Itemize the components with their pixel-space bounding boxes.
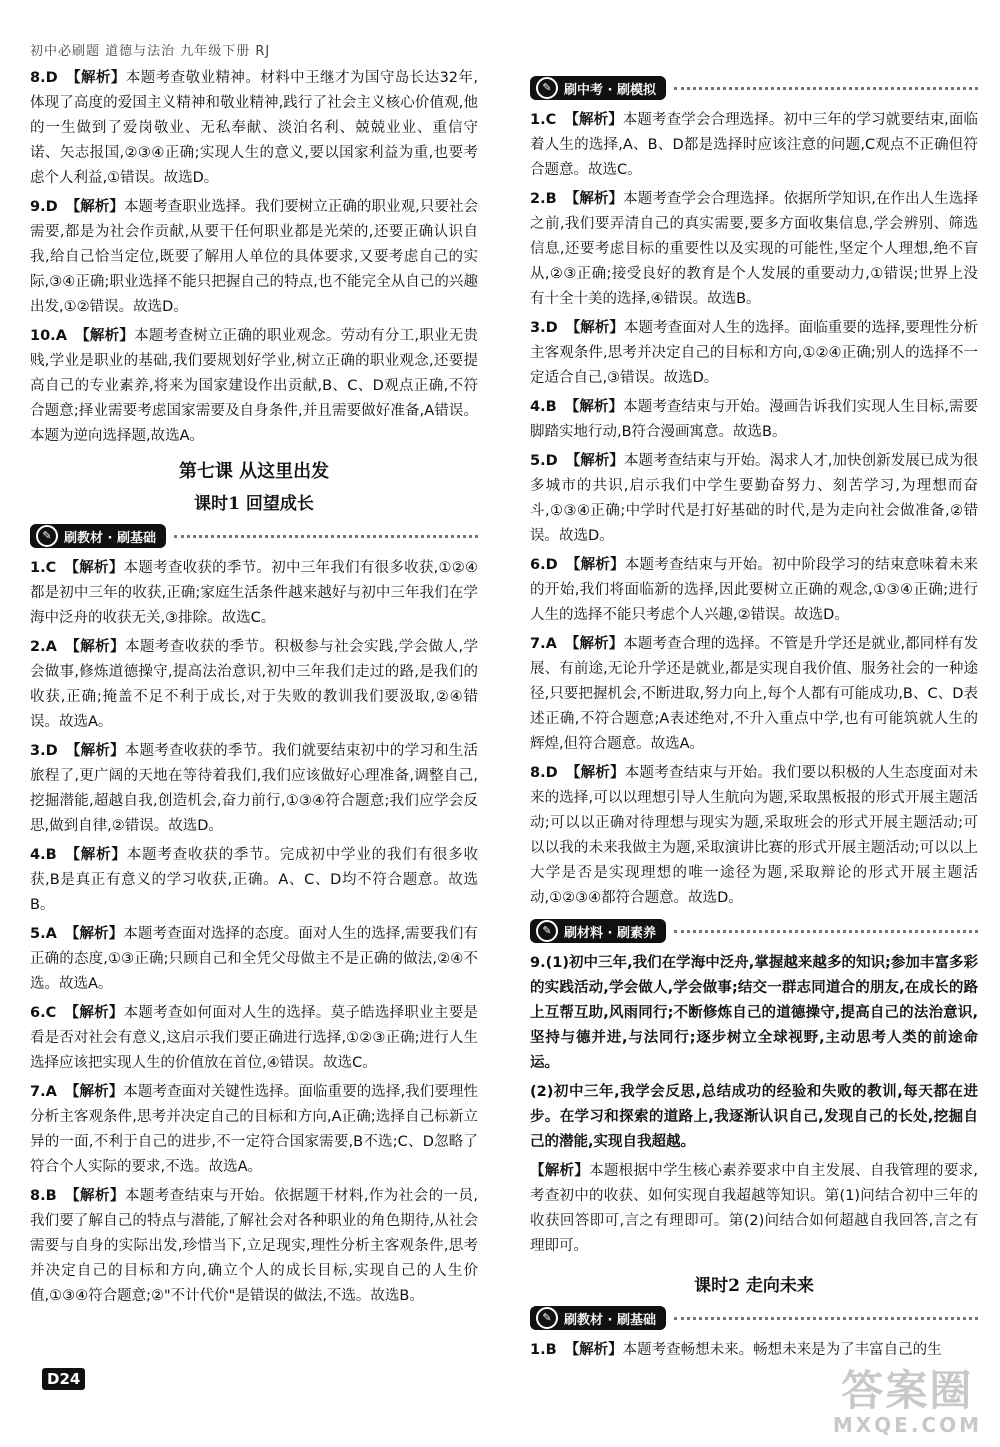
banner-label: 刷材料 · 刷素养 xyxy=(564,925,656,941)
watermark-line-1: 答案圈 xyxy=(841,1366,974,1415)
item-number: 6. xyxy=(30,1005,46,1021)
item-number: 7. xyxy=(530,636,546,652)
item-answer: D xyxy=(45,70,58,86)
analysis-tag: 【解析】 xyxy=(64,560,124,576)
analysis-tag: 【解析】 xyxy=(64,1005,124,1021)
analysis-text: 本题考查畅想未来。畅想未来是为了丰富自己的生 xyxy=(622,1342,942,1358)
analysis-text: 本题考查结束与开始。渴求人才,加快创新发展已成为很多城市的共识,启示我们中学生要勤奋努力、刻苦学习,为理想而奋斗,①③④正确;中学时代是打好基础的时代,是为走向社会做准备,②错误。故选D。 xyxy=(530,453,979,544)
item-answer: D xyxy=(545,765,558,781)
item-number: 3. xyxy=(530,320,546,336)
analysis-tag: 【解析】 xyxy=(564,399,624,415)
analysis-tag: 【解析】 xyxy=(65,743,125,759)
item-answer: D xyxy=(545,453,558,469)
analysis-text: 本题考查收获的季节。完成初中学业的我们有很多收获,B是真正有意义的学习收获,正确。A、C、D均不符合题意。故选B。 xyxy=(30,847,479,913)
answer-item xyxy=(530,951,978,1076)
analysis-tag: 【解析】 xyxy=(64,639,125,655)
analysis-text: 本题考查面对选择的态度。面对人生的选择,需要我们有正确的态度,①③正确;只顾自己和全凭父母做主不是正确的做法,②④不选。故选A。 xyxy=(30,926,479,992)
item-answer: C xyxy=(545,112,557,128)
item-answer: A xyxy=(45,1084,57,1100)
analysis-text: 本题考查敬业精神。材料中王继才为国守岛长达32年,体现了高度的爱国主义精神和敬业精神,践行了社会主义核心价值观,他的一生做到了爱岗敬业、无私奉献、淡泊名利、兢兢业业、重信守诺、矢志报国,②③④正确;实现人生的意义,要以国家利益为重,也要考虑个人利益,①错误。故选D。 xyxy=(30,70,479,186)
answer-item xyxy=(530,1080,978,1155)
analysis-text: 本题考查合理的选择。不管是升学还是就业,都同样有发展、有前途,无论升学还是就业,都是实现自我价值、服务社会的一种途径,只要把握机会,不断进取,努力向上,每个人都有可能成功,B、C、D表述正确,不符合题意;A表述绝对,不升入重点中学,也有可能筑就人生的辉煌,但符合题意。故选A。 xyxy=(530,636,979,752)
item-number: 9. xyxy=(530,955,546,971)
analysis-text: 本题考查学会合理选择。依据所学知识,在作出人生选择之前,我们要弄清自己的真实需要,要多方面收集信息,学会辨别、筛选信息,还要考虑目标的重要性以及实现的可能性,坚定个人理想,绝不盲从,②③正确;接受良好的教育是个人发展的重要动力,①错误;世界上没有十全十美的选择,④错误。故选B。 xyxy=(530,191,978,307)
section-banner xyxy=(530,919,978,943)
left-top-answers xyxy=(30,66,478,449)
item-number: 4. xyxy=(30,847,46,863)
right-answers-1 xyxy=(530,108,978,911)
item-answer: B xyxy=(545,191,557,207)
answer-item xyxy=(530,395,978,445)
item-number: 4. xyxy=(530,399,546,415)
banner-dots xyxy=(174,535,478,538)
analysis-text: 本题考查收获的季节。初中三年我们有很多收获,①②④都是初中三年的收获,正确;家庭生活条件越来越好与初中三年我们在学海中泛舟的收获无关,③排除。故选C。 xyxy=(30,560,479,626)
analysis-tag: 【解析】 xyxy=(564,191,624,207)
item-answer: A xyxy=(45,639,57,655)
period-title: 课时1 回望成长 xyxy=(194,494,314,514)
item-number: 10. xyxy=(30,328,56,344)
banner-dots xyxy=(674,1317,978,1320)
answer-item xyxy=(530,108,978,183)
answer-item xyxy=(530,316,978,391)
analysis-tag: 【解析】 xyxy=(74,328,135,344)
item-answer: D xyxy=(545,557,558,573)
page-number: D24 xyxy=(42,1368,85,1390)
item-number: 1. xyxy=(30,560,46,576)
analysis-text: 本题考查面对人生的选择。面临重要的选择,要理性分析主客观条件,思考并决定自己的目标和方向,①②④正确;别人的选择不一定适合自己,③错误。故选D。 xyxy=(530,320,979,386)
analysis-text: 本题考查学会合理选择。初中三年的学习就要结束,面临着人生的选择,A、B、D都是选择时应该注意的问题,C观点不正确但符合题意。故选C。 xyxy=(530,112,979,178)
item-answer: B xyxy=(545,1342,557,1358)
item-number: 1. xyxy=(530,112,546,128)
analysis-text: 本题考查结束与开始。漫画告诉我们实现人生目标,需要脚踏实地行动,B符合漫画寓意。故选B。 xyxy=(530,399,978,440)
pen-icon: ✎ xyxy=(536,77,558,99)
item-number: 5. xyxy=(30,926,46,942)
answer-item xyxy=(30,1080,478,1180)
analysis-tag: 【解析】 xyxy=(564,1342,623,1358)
analysis-tag: 【解析】 xyxy=(565,557,625,573)
item-answer: B xyxy=(45,847,57,863)
analysis-tag: 【解析】 xyxy=(65,70,126,86)
item-number: 8. xyxy=(30,1188,46,1204)
analysis-text: 本题考查结束与开始。初中阶段学习的结束意味着未来的开始,我们将面临新的选择,因此要树立正确的观念,①③④正确;进行人生的选择不能只考虑个人兴趣,②错误。故选D。 xyxy=(530,557,979,623)
banner-label: 刷中考 · 刷模拟 xyxy=(564,82,656,98)
pen-icon: ✎ xyxy=(536,920,558,942)
answer-item xyxy=(30,843,478,918)
analysis-tag: 【解析】 xyxy=(565,765,625,781)
item-number: 8. xyxy=(530,765,546,781)
answer-item xyxy=(30,922,478,997)
item-answer: C xyxy=(45,1005,57,1021)
analysis-tag: 【解析】 xyxy=(65,199,124,215)
answer-item xyxy=(530,1159,978,1259)
analysis-tag: 【解析】 xyxy=(565,453,624,469)
answer-item xyxy=(30,556,478,631)
right-column xyxy=(530,66,978,1367)
item-number: 5. xyxy=(530,453,546,469)
analysis-text: 本题考查树立正确的职业观念。劳动有分工,职业无贵贱,学业是职业的基础,我们要规划好学业,树立正确的职业观念,还要提高自己的专业素养,将来为国家建设作出贡献,B、C、D观点正确,不符合题意;择业需要考虑国家需要及自身条件,并且需要做好准备,A错误。本题为逆向选择题,故选A。 xyxy=(30,328,479,444)
item-number: 1. xyxy=(530,1342,546,1358)
banner-label: 刷教材 · 刷基础 xyxy=(64,530,156,546)
item-number: 7. xyxy=(30,1084,46,1100)
period-title: 课时2 走向未来 xyxy=(694,1276,814,1296)
answer-item xyxy=(530,553,978,628)
item-number: 9. xyxy=(30,199,46,215)
item-number: 2. xyxy=(530,191,546,207)
item-answer: A xyxy=(45,926,57,942)
analysis-text: 本题考查收获的季节。积极参与社会实践,学会做人,学会做事,修炼道德操守,提高法治意识,初中三年我们走过的路,是我们的收获,正确;掩盖不足不利于成长,对于失败的教训我们要汲取,②④错误。故选A。 xyxy=(30,639,479,730)
answer-item xyxy=(30,324,478,449)
page-header: 初中必刷题 道德与法治 九年级下册 RJ xyxy=(30,44,271,59)
pen-icon: ✎ xyxy=(36,525,58,547)
banner-label: 刷教材 · 刷基础 xyxy=(564,1312,656,1328)
answer-item xyxy=(530,187,978,312)
left-bottom-answers xyxy=(30,556,478,1309)
analysis-tag: 【解析】 xyxy=(64,1084,124,1100)
answer-part-2: (2)初中三年,我学会反思,总结成功的经验和失败的教训,每天都在进步。在学习和探索的道路上,我逐渐认识自己,发现自己的长处,挖掘自己的潜能,实现自我超越。 xyxy=(530,1084,978,1150)
analysis-tag: 【解析】 xyxy=(64,1188,125,1204)
item-answer: B xyxy=(45,1188,57,1204)
section-banner xyxy=(30,524,478,548)
analysis-tag: 【解析】 xyxy=(564,636,624,652)
item-answer: C xyxy=(45,560,57,576)
answer-item xyxy=(530,632,978,757)
analysis-tag: 【解析】 xyxy=(564,112,623,128)
analysis-tag: 【解析】 xyxy=(530,1163,590,1179)
answer-item xyxy=(30,635,478,735)
answer-item xyxy=(530,449,978,549)
analysis-tag: 【解析】 xyxy=(64,926,124,942)
answer-item xyxy=(530,1338,978,1363)
banner-dots xyxy=(674,930,978,933)
item-answer: B xyxy=(545,399,557,415)
item-number: 6. xyxy=(530,557,546,573)
item-answer: D xyxy=(545,320,558,336)
section-banner xyxy=(530,76,978,100)
analysis-text: 本题考查面对关键性选择。面临重要的选择,我们要理性分析主客观条件,思考并决定自己的目标和方向,A正确;选择自己标新立异的一面,不利于自己的进步,不一定符合国家需要,B不选;C、D忽略了符合个人实际的要求,不选。故选A。 xyxy=(30,1084,479,1175)
answer-item xyxy=(30,195,478,320)
answer-item xyxy=(530,761,978,911)
analysis-tag: 【解析】 xyxy=(64,847,127,863)
analysis-text: 本题根据中学生核心素养要求中自主发展、自我管理的要求,考查初中的收获、如何实现自我超越等知识。第(1)问结合初中三年的收获回答即可,言之有理即可。第(2)问结合如何超越自我回答,言之有理即可。 xyxy=(530,1163,979,1254)
answer-item xyxy=(30,1184,478,1309)
lesson-title: 第七课 从这里出发 xyxy=(178,461,330,482)
item-number: 2. xyxy=(30,639,46,655)
analysis-text: 本题考查结束与开始。依据题干材料,作为社会的一员,我们要了解自己的特点与潜能,了解社会对各种职业的角色期待,从社会需要与自身的实际出发,珍惜当下,立足现实,理性分析主客观条件,思考并决定自己的目标和方向,确立个人的成长目标,实现自己的人生价值,①③④符合题意;②"不计代价"是错误的做法,不选。故选B。 xyxy=(30,1188,479,1304)
left-column xyxy=(30,66,478,1313)
answer-item xyxy=(30,66,478,191)
banner-dots xyxy=(674,87,978,90)
pen-icon: ✎ xyxy=(536,1307,558,1329)
item-answer: D xyxy=(45,199,58,215)
answer-item xyxy=(30,1001,478,1076)
analysis-tag: 【解析】 xyxy=(565,320,624,336)
analysis-text: 本题考查如何面对人生的选择。莫子皓选择职业主要是看是否对社会有意义,这启示我们要正确进行选择,①②③正确;进行人生选择应该把实现人生的价值放在首位,④错误。故选C。 xyxy=(30,1005,479,1071)
analysis-text: 本题考查结束与开始。我们要以积极的人生态度面对未来的选择,可以以理想引导人生航向为题,采取黑板报的形式开展主题活动;可以以正确对待理想与现实为题,采取班会的形式开展主题活动;可以以我的未来我做主为题,采取演讲比赛的形式开展主题活动;可以以上大学是否是实现理想的唯一途径为题,采取辩论的形式开展主题活动,①②③④都符合题意。故选D。 xyxy=(530,765,979,906)
item-number: 8. xyxy=(30,70,46,86)
item-number: 3. xyxy=(30,743,46,759)
analysis-text: 本题考查职业选择。我们要树立正确的职业观,只要社会需要,都是为社会作贡献,从要干任何职业都是光荣的,还要正确认识自我,给自己恰当定位,既要了解用人单位的具体要求,又要考虑自己的实际,③④正确;职业选择不能只把握自己的特点,也不能完全从自己的兴趣出发,①②错误。故选D。 xyxy=(30,199,479,315)
banner-badge xyxy=(530,919,666,943)
item-answer: D xyxy=(45,743,58,759)
watermark xyxy=(832,1366,982,1437)
item-answer: A xyxy=(545,636,557,652)
banner-badge xyxy=(530,76,666,100)
item-answer: A xyxy=(55,328,67,344)
answer-item xyxy=(30,739,478,839)
answer-part-1: (1)初中三年,我们在学海中泛舟,掌握越来越多的知识;参加丰富多彩的实践活动,学会做人,学会做事;结交一群志同道合的朋友,在成长的路上互帮互助,风雨同行;不断修炼自己的道德操守,提高自己的法治意识,坚持与德并进,与法同行;逐步树立全球视野,主动思考人类的前途命运。 xyxy=(530,955,978,1071)
banner-badge xyxy=(530,1306,666,1330)
analysis-text: 本题考查收获的季节。我们就要结束初中的学习和生活旅程了,更广阔的天地在等待着我们,我们应该做好心理准备,调整自己,挖掘潜能,超越自我,创造机会,奋力前行,①③④符合题意;我们应学会反思,做到自律,②错误。故选D。 xyxy=(30,743,479,834)
watermark-line-2: MXQE.COM xyxy=(832,1413,982,1437)
section-banner xyxy=(530,1306,978,1330)
banner-badge xyxy=(30,524,166,548)
